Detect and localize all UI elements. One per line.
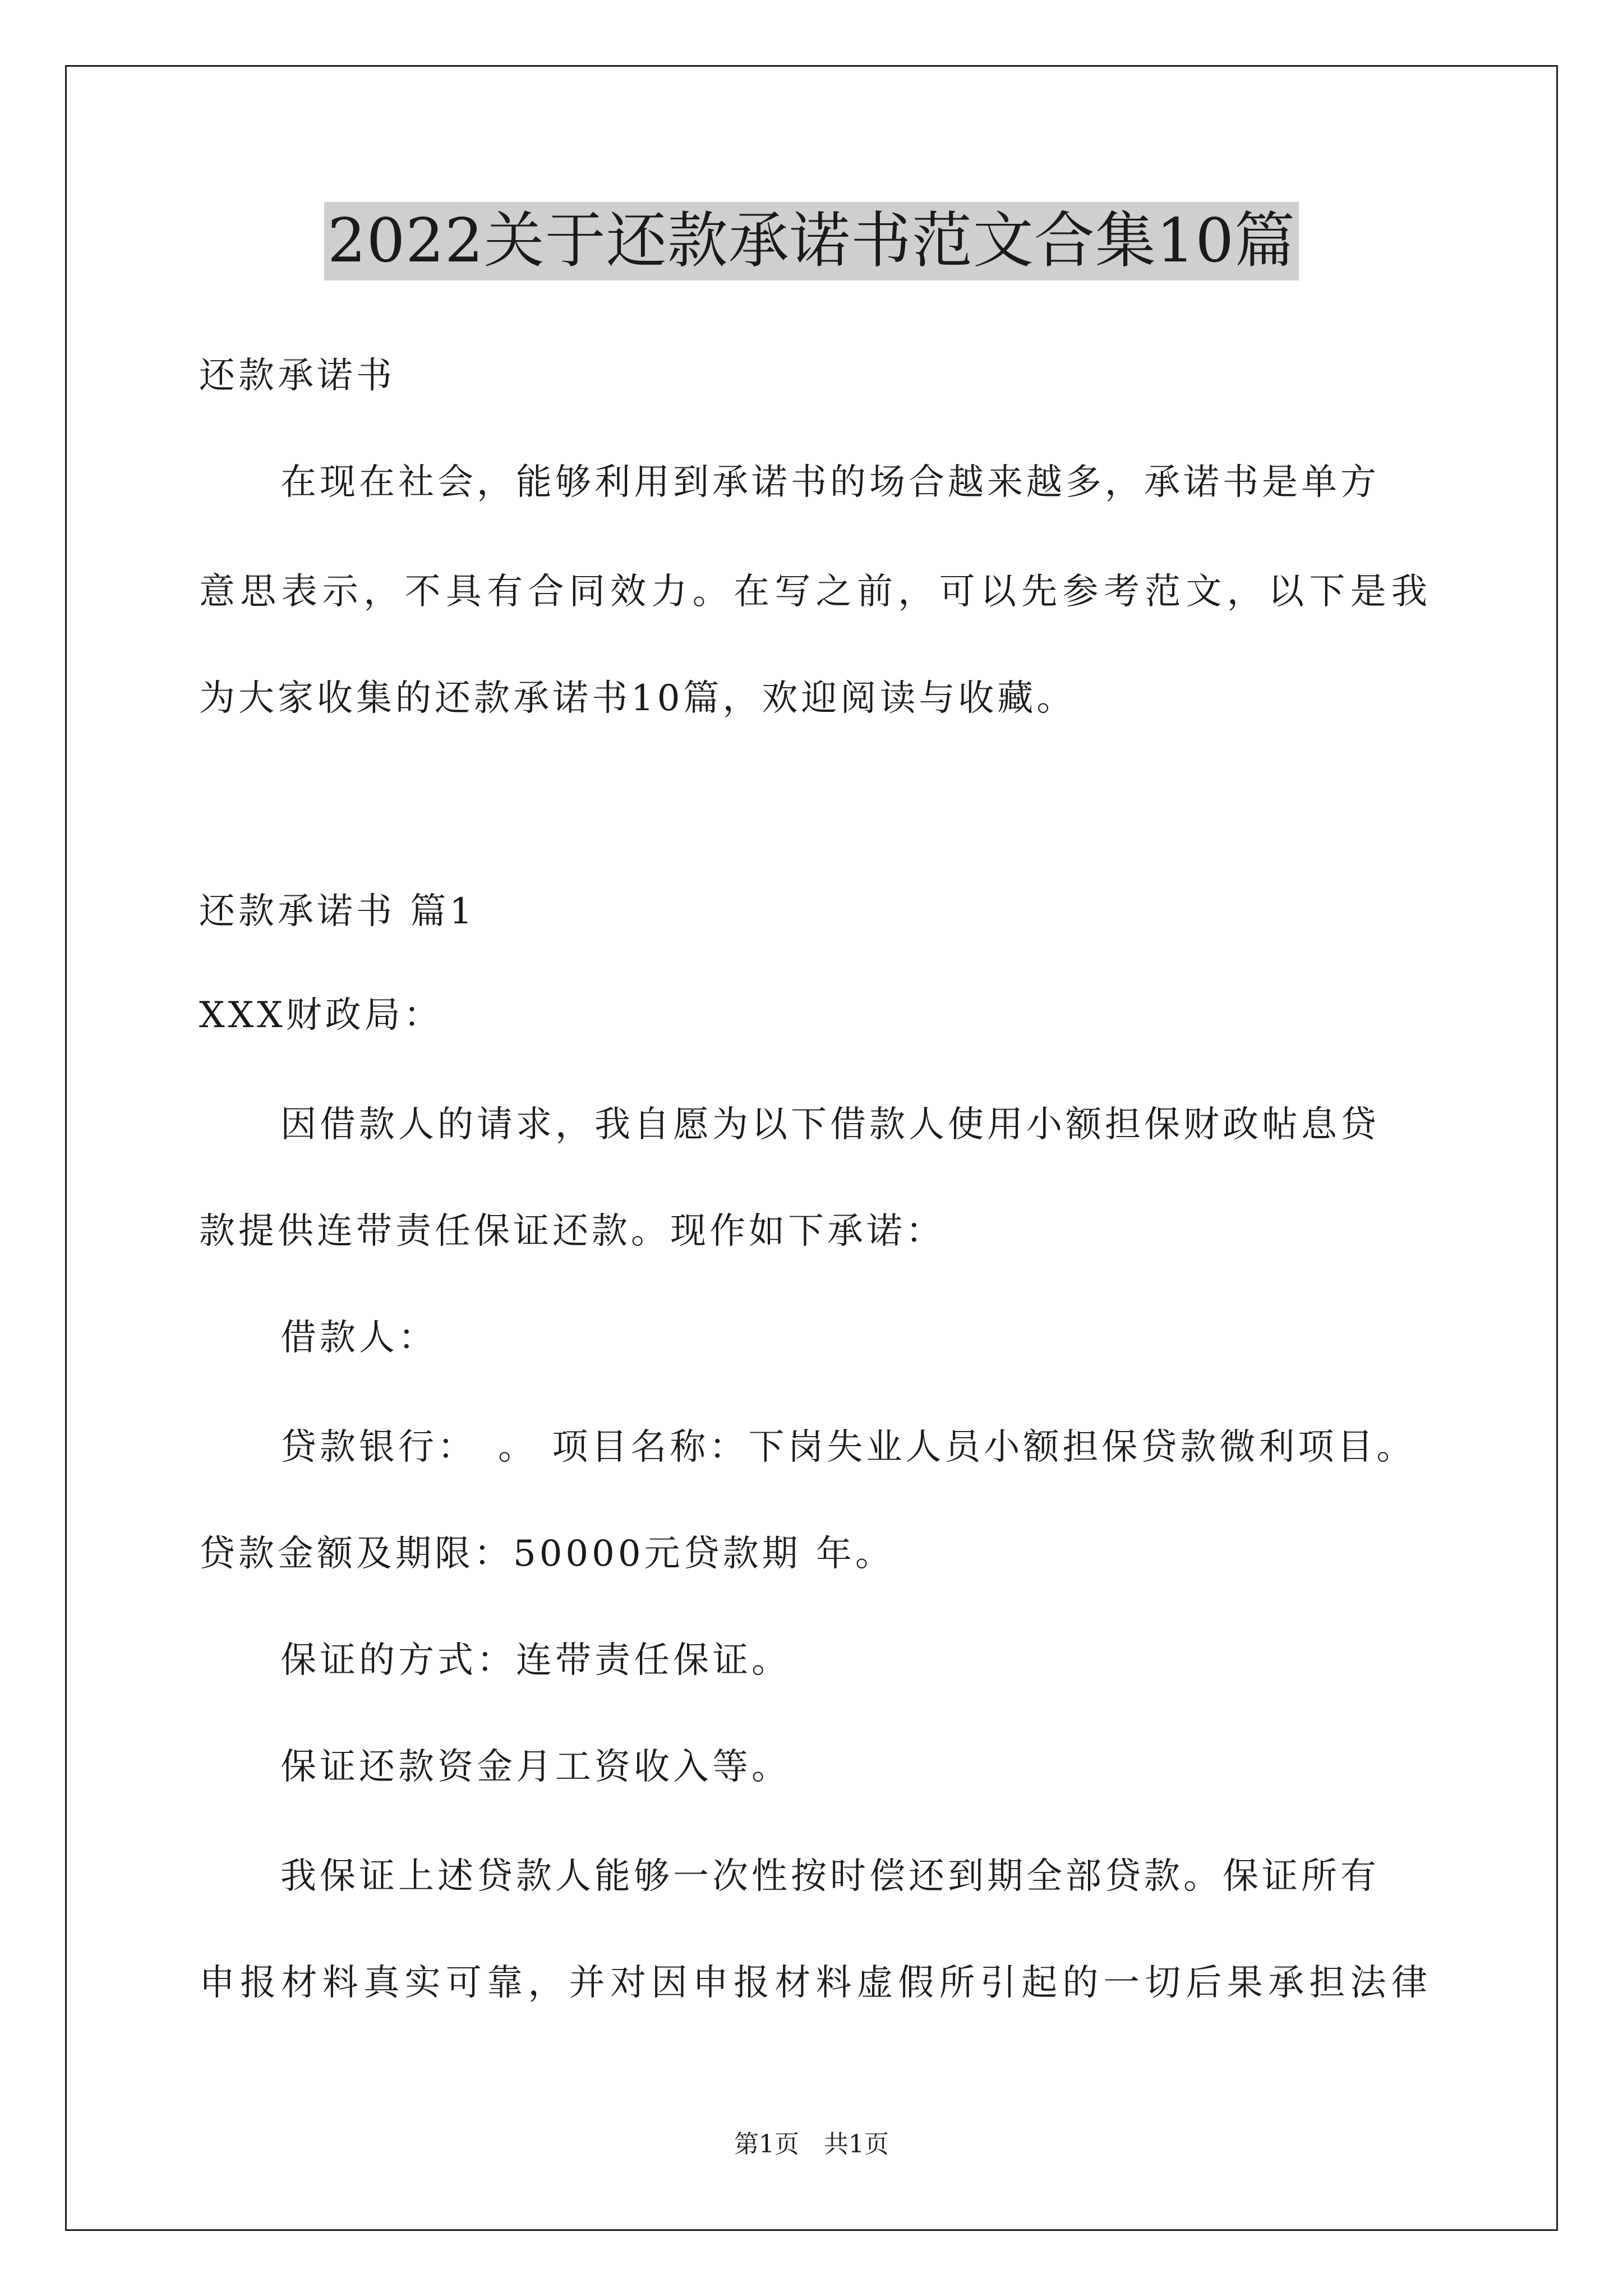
- page-footer: 第1页 共1页: [734, 2130, 889, 2159]
- addressee-line: XXX财政局：: [199, 995, 443, 1036]
- paragraph-line: 保证的方式：连带责任保证。: [280, 1640, 791, 1681]
- paragraph-line: 在现在社会，能够利用到承诺书的场合越来越多，承诺书是单方: [280, 462, 1380, 503]
- paragraph-line: 申报材料真实可靠，并对因申报材料虚假所引起的一切后果承担法律: [199, 1962, 1427, 2004]
- paragraph-line: 我保证上述贷款人能够一次性按时偿还到期全部贷款。保证所有: [280, 1856, 1380, 1897]
- paragraph-line: 因借款人的请求，我自愿为以下借款人使用小额担保财政帖息贷: [280, 1104, 1380, 1145]
- paragraph-line: 款提供连带责任保证还款。现作如下承诺：: [199, 1211, 945, 1252]
- paragraph-line: 意思表示，不具有合同效力。在写之前，可以先参考范文，以下是我: [199, 571, 1427, 613]
- title-container: [0, 202, 1623, 280]
- paragraph-line: 贷款银行： 。 项目名称：下岗失业人员小额担保贷款微利项目。: [280, 1427, 1416, 1468]
- paragraph-line: 为大家收集的还款承诺书10篇，欢迎阅读与收藏。: [199, 678, 1076, 719]
- document-title: 2022关于还款承诺书范文合集10篇: [324, 202, 1299, 280]
- paragraph-line: 借款人：: [280, 1317, 437, 1359]
- section-heading: 还款承诺书: [199, 355, 395, 397]
- section-heading: 还款承诺书 篇1: [199, 891, 476, 932]
- paragraph-line: 保证还款资金月工资收入等。: [280, 1746, 791, 1788]
- paragraph-line: 贷款金额及期限：50000元贷款期 年。: [199, 1533, 895, 1575]
